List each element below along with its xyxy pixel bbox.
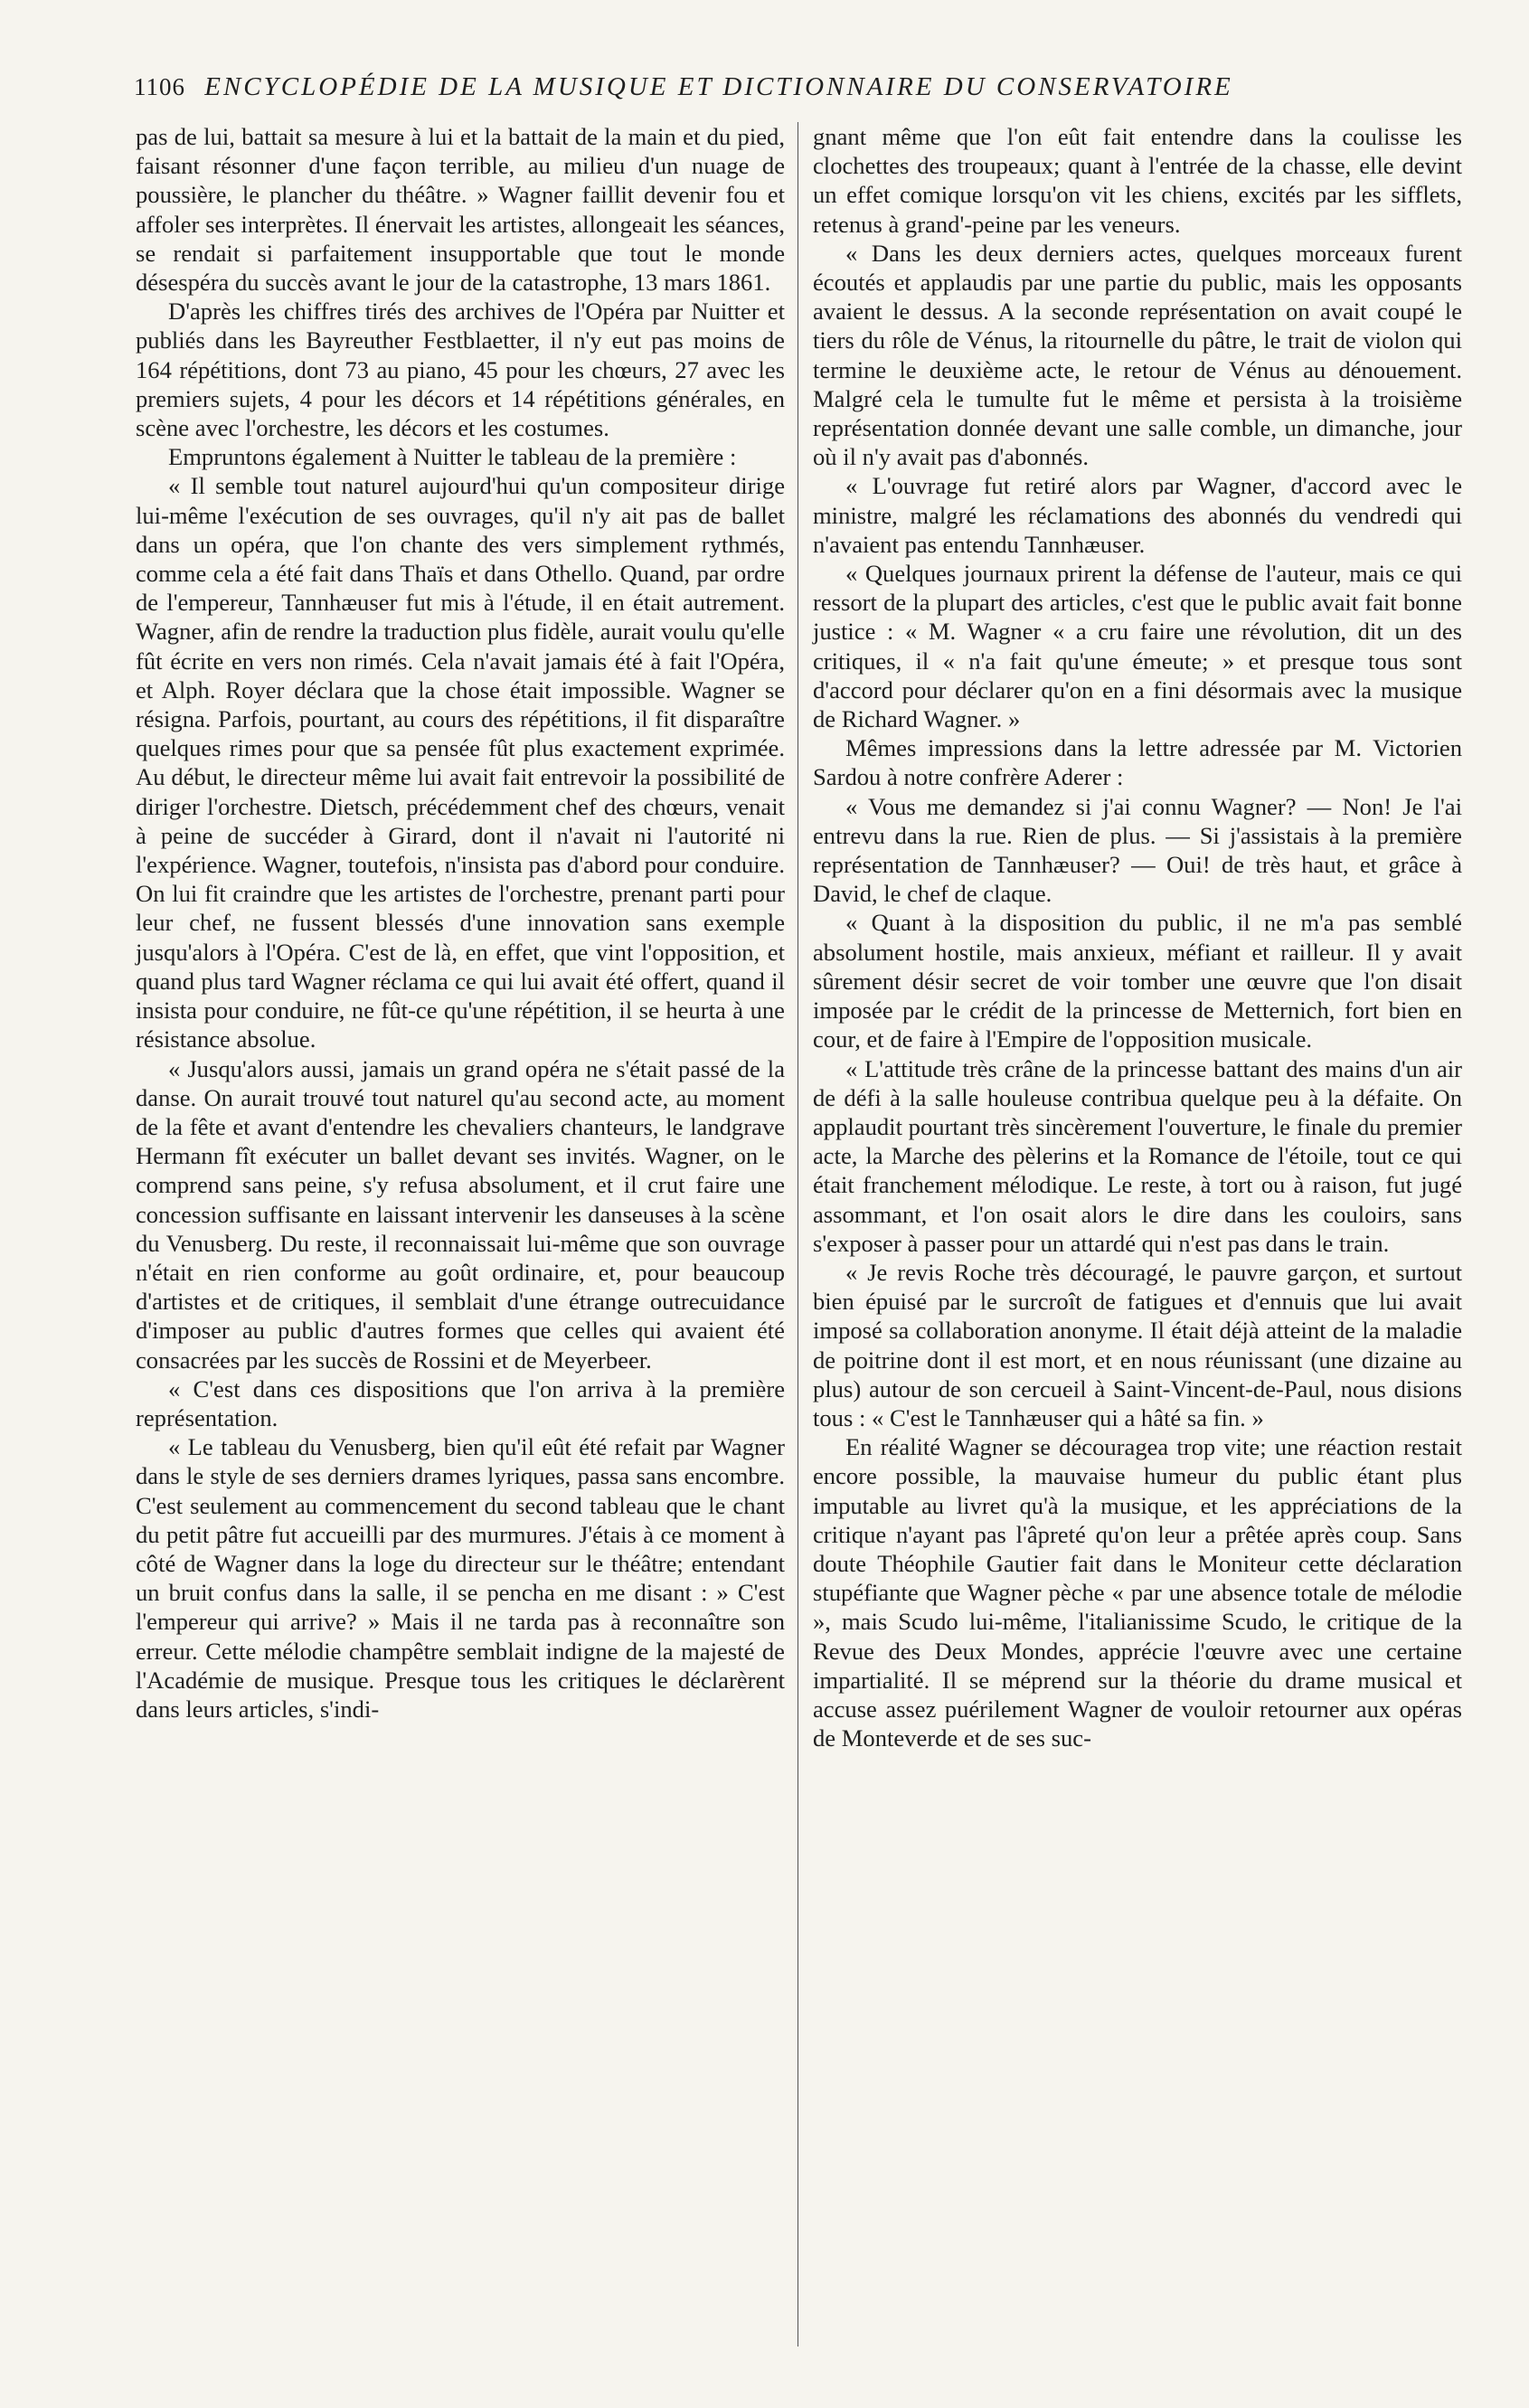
paragraph: D'après les chiffres tirés des archives de l'Opéra par Nuitter et publiés dans les Bayreuther Festblaetter, il n'y eut pas moins de 164 répétitions, dont 73 au piano, 45 pour les chœurs, 27 avec les premiers sujets, 4 pour les décors et 14 répétitions générales, en scène avec l'orchestre, les décors et les costumes. (136, 297, 785, 442)
header-title: ENCYCLOPÉDIE DE LA MUSIQUE ET DICTIONNAIRE DU CONSERVATOIRE (204, 72, 1233, 101)
paragraph: « Dans les deux derniers actes, quelques morceaux furent écoutés et applaudis par une partie du public, mais les opposants avaient le dessus. A la seconde représentation on avait coupé le tiers du rôle de Vénus, la ritournelle du pâtre, le trait de violon qui termine le deuxième acte, le retour de Vénus au dénouement. Malgré cela le tumulte fut le même et persista à la troisième représentation donnée devant une salle comble, un dimanche, jour où il n'y avait pas d'abonnés. (813, 239, 1462, 471)
paragraph: « Jusqu'alors aussi, jamais un grand opéra ne s'était passé de la danse. On aurait trouvé tout naturel qu'au second acte, au moment de la fête et avant d'entendre les chevaliers chanteurs, le landgrave Hermann fît exécuter un ballet devant ses invités. Wagner, on le comprend sans peine, s'y refusa absolument, et il crut faire une concession suffisante en laissant intervenir les danseuses à la scène du Venusberg. Du reste, il reconnaissait lui-même que son ouvrage n'était en rien conforme au goût ordinaire, et, pour beaucoup d'artistes et de critiques, il semblait d'une étrange outrecuidance d'imposer au public d'autres formes que celles qui avaient été consacrées par les succès de Rossini et de Meyerbeer. (136, 1054, 785, 1374)
paragraph: « L'ouvrage fut retiré alors par Wagner, d'accord avec le ministre, malgré les réclamations des abonnés du vendredi qui n'avaient pas entendu Tannhæuser. (813, 472, 1462, 558)
paragraph: Empruntons également à Nuitter le tableau de la première : (168, 443, 737, 471)
right-column (813, 122, 1462, 1752)
paragraph: « Quelques journaux prirent la défense de l'auteur, mais ce qui ressort de la plupart des articles, c'est que le public avait fait bonne justice : « M. Wagner « a cru faire une révolution, dit un des critiques, il « n'a fait qu'une émeute; » et presque tous sont d'accord pour déclarer qu'on en a fini désormais avec la musique de Richard Wagner. » (813, 560, 1462, 733)
paragraph: « Quant à la disposition du public, il ne m'a pas semblé absolument hostile, mais anxieux, méfiant et railleur. Il y avait sûrement désir secret de voir tomber une œuvre que l'on disait imposée par le crédit de la princesse de Metternich, fort bien en cour, et de faire à l'Empire de l'opposition musicale. (813, 909, 1462, 1053)
paragraph: En réalité Wagner se découragea trop vite; une réaction restait encore possible, la mauvaise humeur du public étant plus imputable au livret qu'à la musique, et les appréciations de la critique n'ayant pas l'âpreté qu'on leur a prêtée après coup. Sans doute Théophile Gautier fait dans le Moniteur cette déclaration stupéfiante que Wagner pèche « par une absence totale de mélodie », mais Scudo lui-même, l'italianissime Scudo, le critique de la Revue des Deux Mondes, apprécie l'œuvre avec une certaine impartialité. Il se méprend sur la théorie du drame musical et accuse assez puérilement Wagner de vouloir retourner aux opéras de Monteverde et de ses suc- (813, 1433, 1462, 1752)
left-column (136, 122, 785, 1723)
paragraph: « Vous me demandez si j'ai connu Wagner? — Non! Je l'ai entrevu dans la rue. Rien de plus. — Si j'assistais à la première représentation de Tannhæuser? — Oui! de très haut, et grâce à David, le chef de claque. (813, 792, 1462, 908)
paragraph: pas de lui, battait sa mesure à lui et la battait de la main et du pied, faisant résonner d'une façon terrible, au milieu d'un nuage de poussière, le plancher du théâtre. » Wagner faillit devenir fou et affoler ses interprètes. Il énervait les artistes, allongeait les séances, se rendait si parfaitement insupportable que tout le monde désespéra du succès avant le jour de la catastrophe, 13 mars 1861. (136, 123, 785, 297)
page-number: 1106 (134, 73, 185, 100)
paragraph: Mêmes impressions dans la lettre adressée par M. Victorien Sardou à notre confrère Aderer : (813, 734, 1462, 791)
paragraph: « Je revis Roche très découragé, le pauvre garçon, et surtout bien épuisé par le surcroît de fatigues et d'ennuis que lui avait imposé sa collaboration anonyme. Il était déjà atteint de la maladie de poitrine dont il est mort, et en nous réunissant (une dizaine au plus) autour de son cercueil à Saint-Vincent-de-Paul, nous disions tous : « C'est le Tannhæuser qui a hâté sa fin. » (813, 1258, 1462, 1431)
running-header (134, 72, 1309, 105)
paragraph: gnant même que l'on eût fait entendre dans la coulisse les clochettes des troupeaux; quant à l'entrée de la chasse, elle devint un effet comique lorsqu'on vit les chiens, excités par les sifflets, retenus à grand'-peine par les veneurs. (813, 123, 1462, 238)
paragraph: « Le tableau du Venusberg, bien qu'il eût été refait par Wagner dans le style de ses derniers drames lyriques, passa sans encombre. C'est seulement au commencement du second tableau que le chant du petit pâtre fut accueilli par des murmures. J'étais à ce moment à côté de Wagner dans la loge du directeur sur le théâtre; entendant un bruit confus dans la salle, il se pencha en me disant : » C'est l'empereur qui arrive? » Mais il ne tarda pas à reconnaître son erreur. Cette mélodie champêtre semblait indigne de la majesté de l'Académie de musique. Presque tous les critiques le déclarèrent dans leurs articles, s'indi- (136, 1433, 785, 1723)
paragraph: « Il semble tout naturel aujourd'hui qu'un compositeur dirige lui-même l'exécution de ses ouvrages, qu'il n'y ait pas de ballet dans un opéra, que l'on chante des vers simplement rythmés, comme cela a été fait dans Thaïs et dans Othello. Quand, par ordre de l'empereur, Tannhæuser fut mis à l'étude, il en était autrement. Wagner, afin de rendre la traduction plus fidèle, aurait voulu qu'elle fût écrite en vers non rimés. Cela n'avait jamais été à fait l'Opéra, et Alph. Royer déclara que la chose était impossible. Wagner se résigna. Parfois, pourtant, au cours des répétitions, il fit disparaître quelques rimes pour que sa pensée fût plus exactement exprimée. Au début, le directeur même lui avait fait entrevoir la possibilité de diriger l'orchestre. Dietsch, précédemment chef des chœurs, venait à peine de succéder à Girard, dont il n'avait ni l'autorité ni l'expérience. Wagner, toutefois, n'insista pas d'abord pour conduire. On lui fit craindre que les artistes de l'orchestre, prenant parti pour leur chef, ne fussent blessés d'une innovation sans exemple jusqu'alors à l'Opéra. C'est de là, en effet, que vint l'opposition, et quand plus tard Wagner réclama ce qui lui avait été offert, quand il insista pour conduire, ne fût-ce qu'une répétition, il se heurta à une résistance absolue. (136, 472, 785, 1053)
paragraph: « C'est dans ces dispositions que l'on arriva à la première représentation. (136, 1374, 785, 1431)
paragraph: « L'attitude très crâne de la princesse battant des mains d'un air de défi à la salle houleuse contribua quelque peu à la défaite. On applaudit pourtant très sincèrement l'ouverture, le finale du premier acte, la Marche des pèlerins et la Romance de l'étoile, tout ce qui était franchement mélodique. Le reste, à tort ou à raison, fut jugé assommant, et l'on osait alors le dire dans les couloirs, sans s'exposer à passer pour un attardé qui n'est pas dans le train. (813, 1054, 1462, 1257)
